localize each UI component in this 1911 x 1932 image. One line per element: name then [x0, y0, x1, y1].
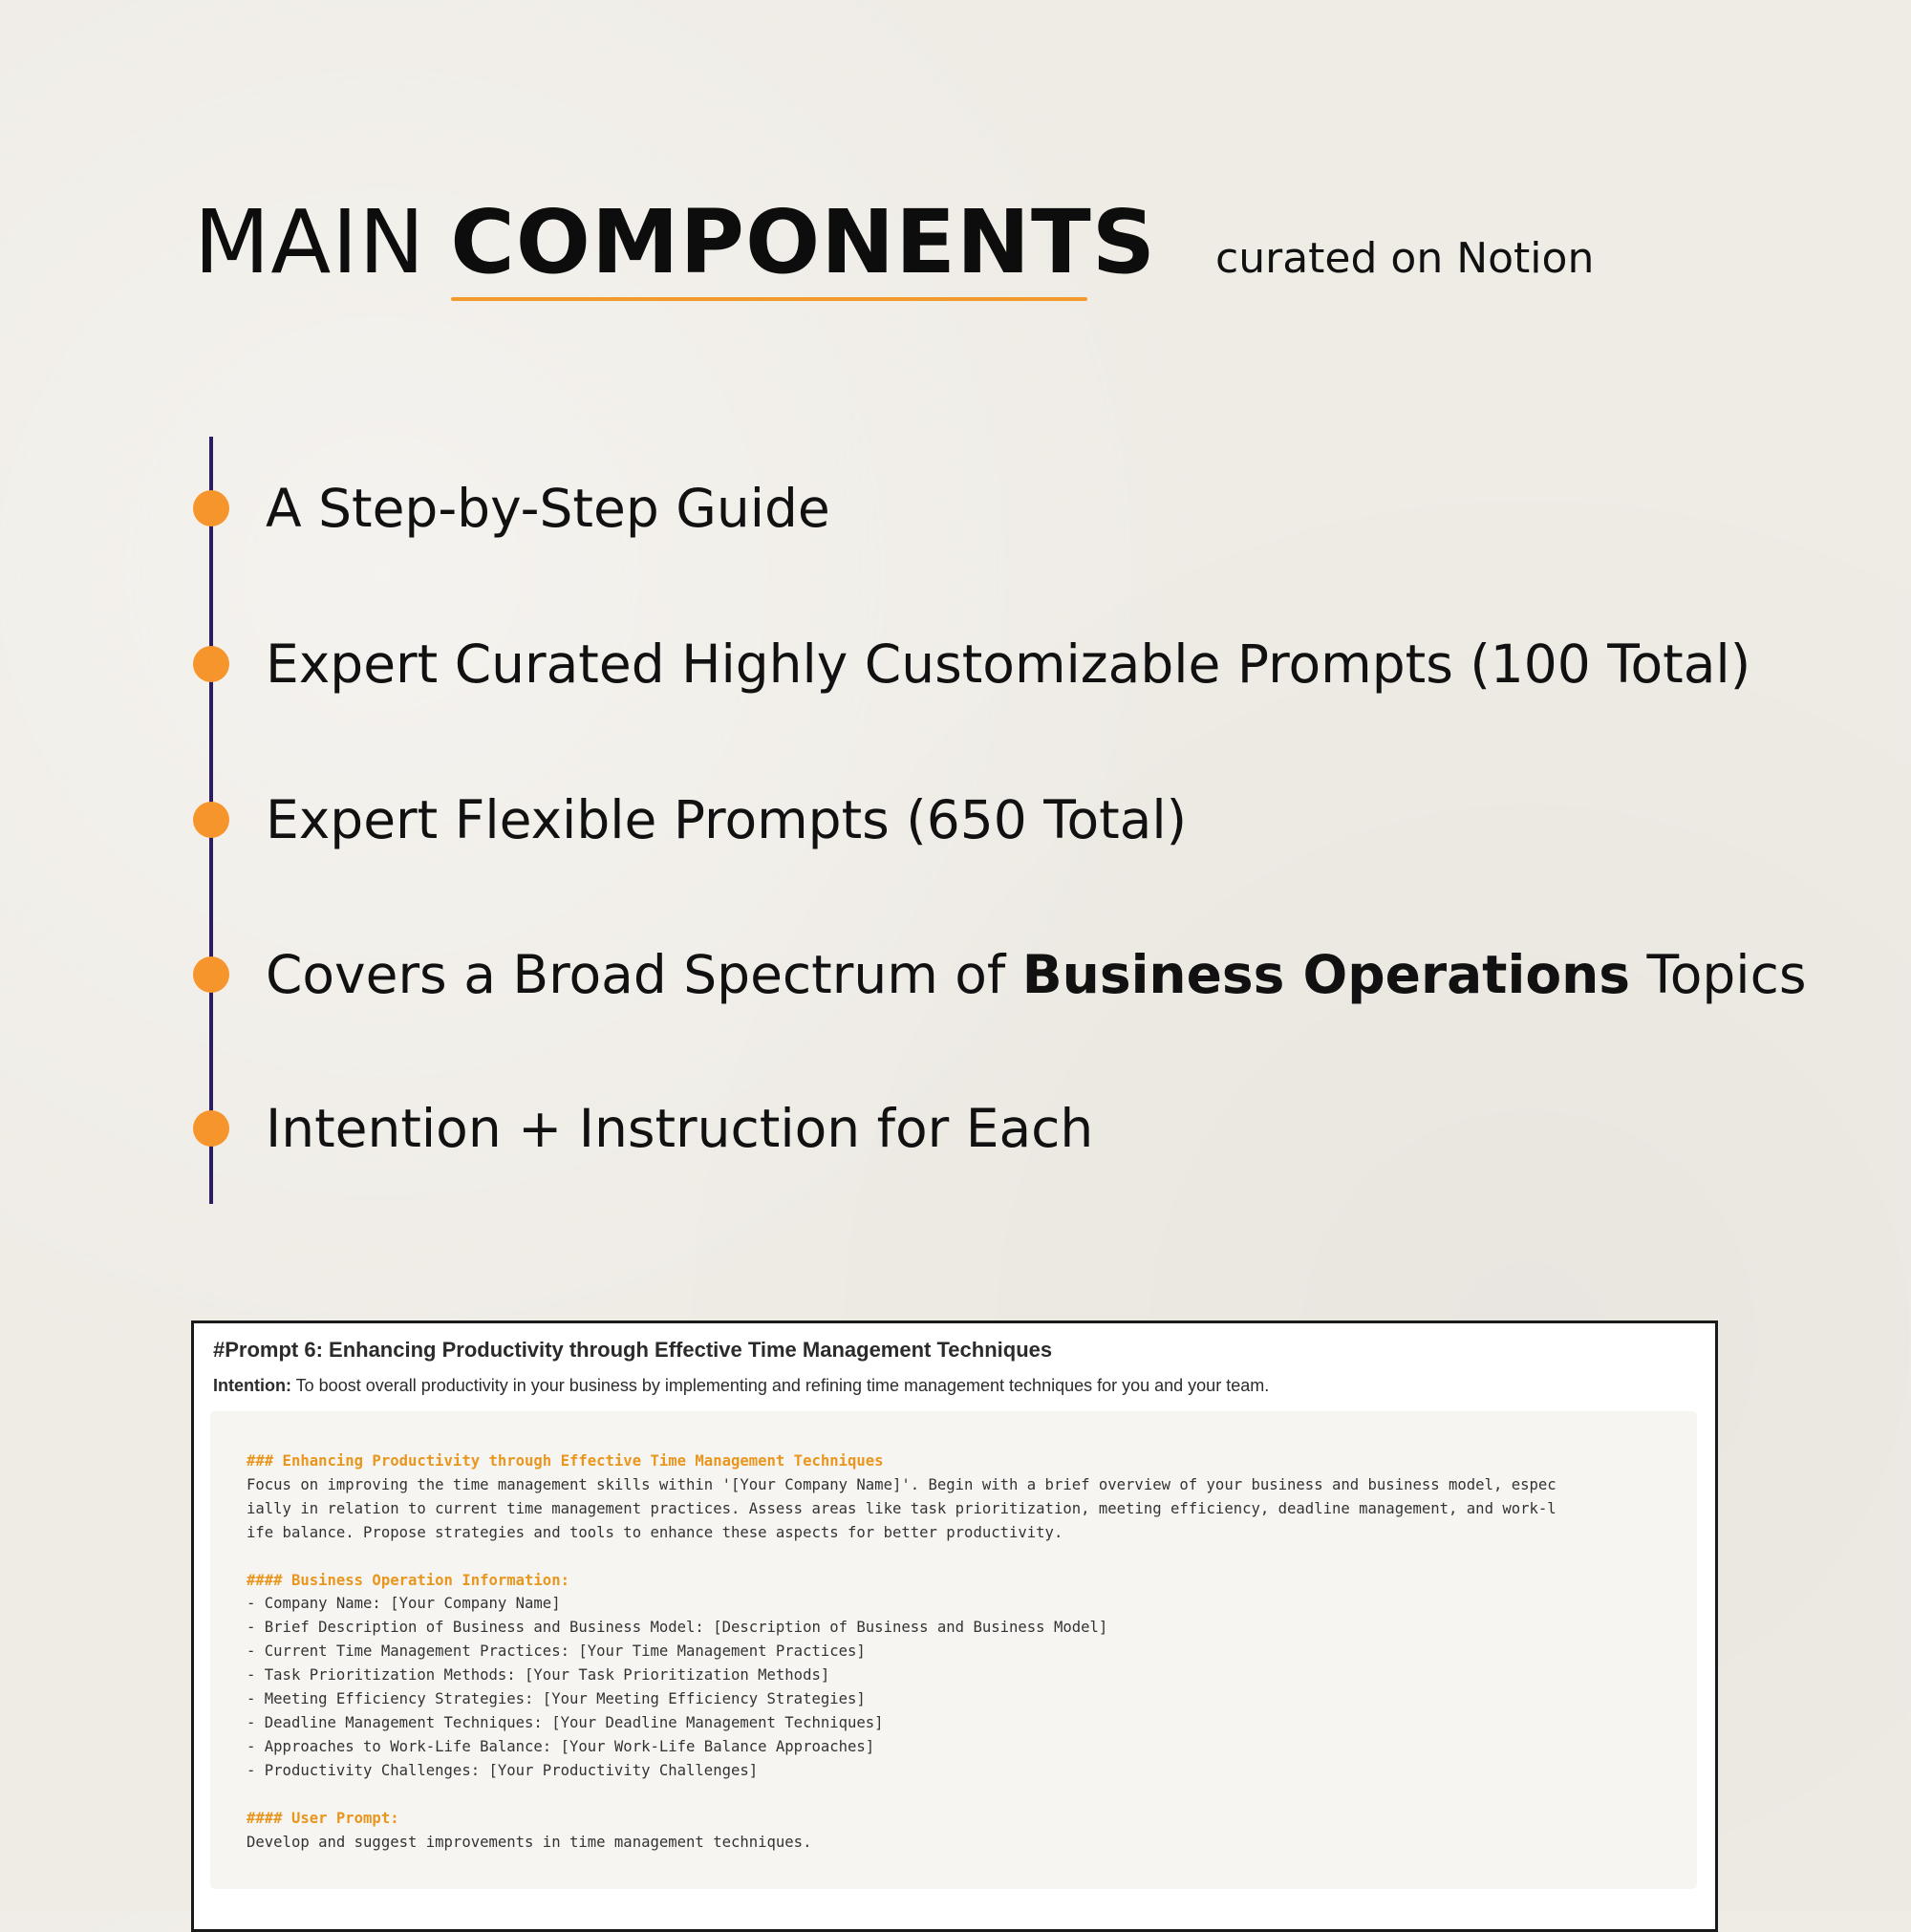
code-line: - Company Name: [Your Company Name] [247, 1595, 561, 1613]
timeline-item-label: A Step-by-Step Guide [266, 478, 830, 539]
code-line: - Approaches to Work-Life Balance: [Your Work-Life Balance Approaches] [247, 1737, 875, 1755]
timeline-item-label: Expert Curated Highly Customizable Prompts (100 Total) [266, 633, 1751, 695]
timeline-item [193, 470, 830, 547]
code-heading: #### Business Operation Information: [247, 1571, 569, 1589]
page-title [194, 191, 1594, 306]
code-line: Develop and suggest improvements in time management techniques. [247, 1833, 812, 1851]
timeline-dot [193, 646, 229, 682]
timeline-item [193, 1090, 1093, 1167]
code-line: - Deadline Management Techniques: [Your Deadline Management Techniques] [247, 1713, 884, 1731]
title-underline [451, 297, 1087, 301]
intention-text: To boost overall productivity in your business by implementing and refining time management techniques for you and your team. [290, 1376, 1270, 1395]
timeline-item-label: Intention + Instruction for Each [266, 1098, 1094, 1159]
code-text [247, 1449, 1557, 1854]
code-line: - Brief Description of Business and Business Model: [Description of Business and Business Model] [247, 1619, 1108, 1637]
code-line: ife balance. Propose strategies and tools to enhance these aspects for better productivity. [247, 1523, 1063, 1541]
code-block [210, 1411, 1697, 1889]
label-part: Topics [1630, 944, 1807, 1005]
code-line: ially in relation to current time management practices. Assess areas like task prioritization, meeting efficiency, deadline management, and work-l [247, 1499, 1557, 1517]
timeline-dot [193, 802, 229, 838]
timeline-item [193, 936, 1806, 1013]
prompt-title: #Prompt 6: Enhancing Productivity through Effective Time Management Techniques [213, 1338, 1053, 1362]
timeline-dot [193, 490, 229, 526]
code-line: - Meeting Efficiency Strategies: [Your Meeting Efficiency Strategies] [247, 1690, 866, 1708]
title-light-word: MAIN [194, 191, 426, 293]
title-subtitle: curated on Notion [1215, 234, 1595, 283]
code-line: Focus on improving the time management skills within '[Your Company Name]'. Begin with a brief overview of your business and business model, espec [247, 1475, 1557, 1493]
code-heading: #### User Prompt: [247, 1809, 399, 1827]
timeline-item-label [266, 944, 1806, 1005]
code-line: - Task Prioritization Methods: [Your Task Prioritization Methods] [247, 1666, 830, 1685]
prompt-card [191, 1320, 1718, 1932]
label-part: Covers a Broad Spectrum of [266, 944, 1022, 1005]
intention-label: Intention: [213, 1376, 291, 1395]
label-emphasis: Business Operations [1021, 944, 1630, 1005]
timeline-item [193, 782, 1187, 858]
timeline-item-label: Expert Flexible Prompts (650 Total) [266, 789, 1188, 850]
title-bold-word: COMPONENTS [450, 191, 1157, 293]
code-line: - Current Time Management Practices: [Your Time Management Practices] [247, 1642, 866, 1661]
timeline-dot [193, 956, 229, 993]
timeline-dot [193, 1110, 229, 1147]
prompt-intention [213, 1376, 1269, 1396]
timeline-item [193, 626, 1750, 702]
code-heading: ### Enhancing Productivity through Effective Time Management Techniques [247, 1452, 884, 1470]
code-line: - Productivity Challenges: [Your Productivity Challenges] [247, 1761, 759, 1779]
